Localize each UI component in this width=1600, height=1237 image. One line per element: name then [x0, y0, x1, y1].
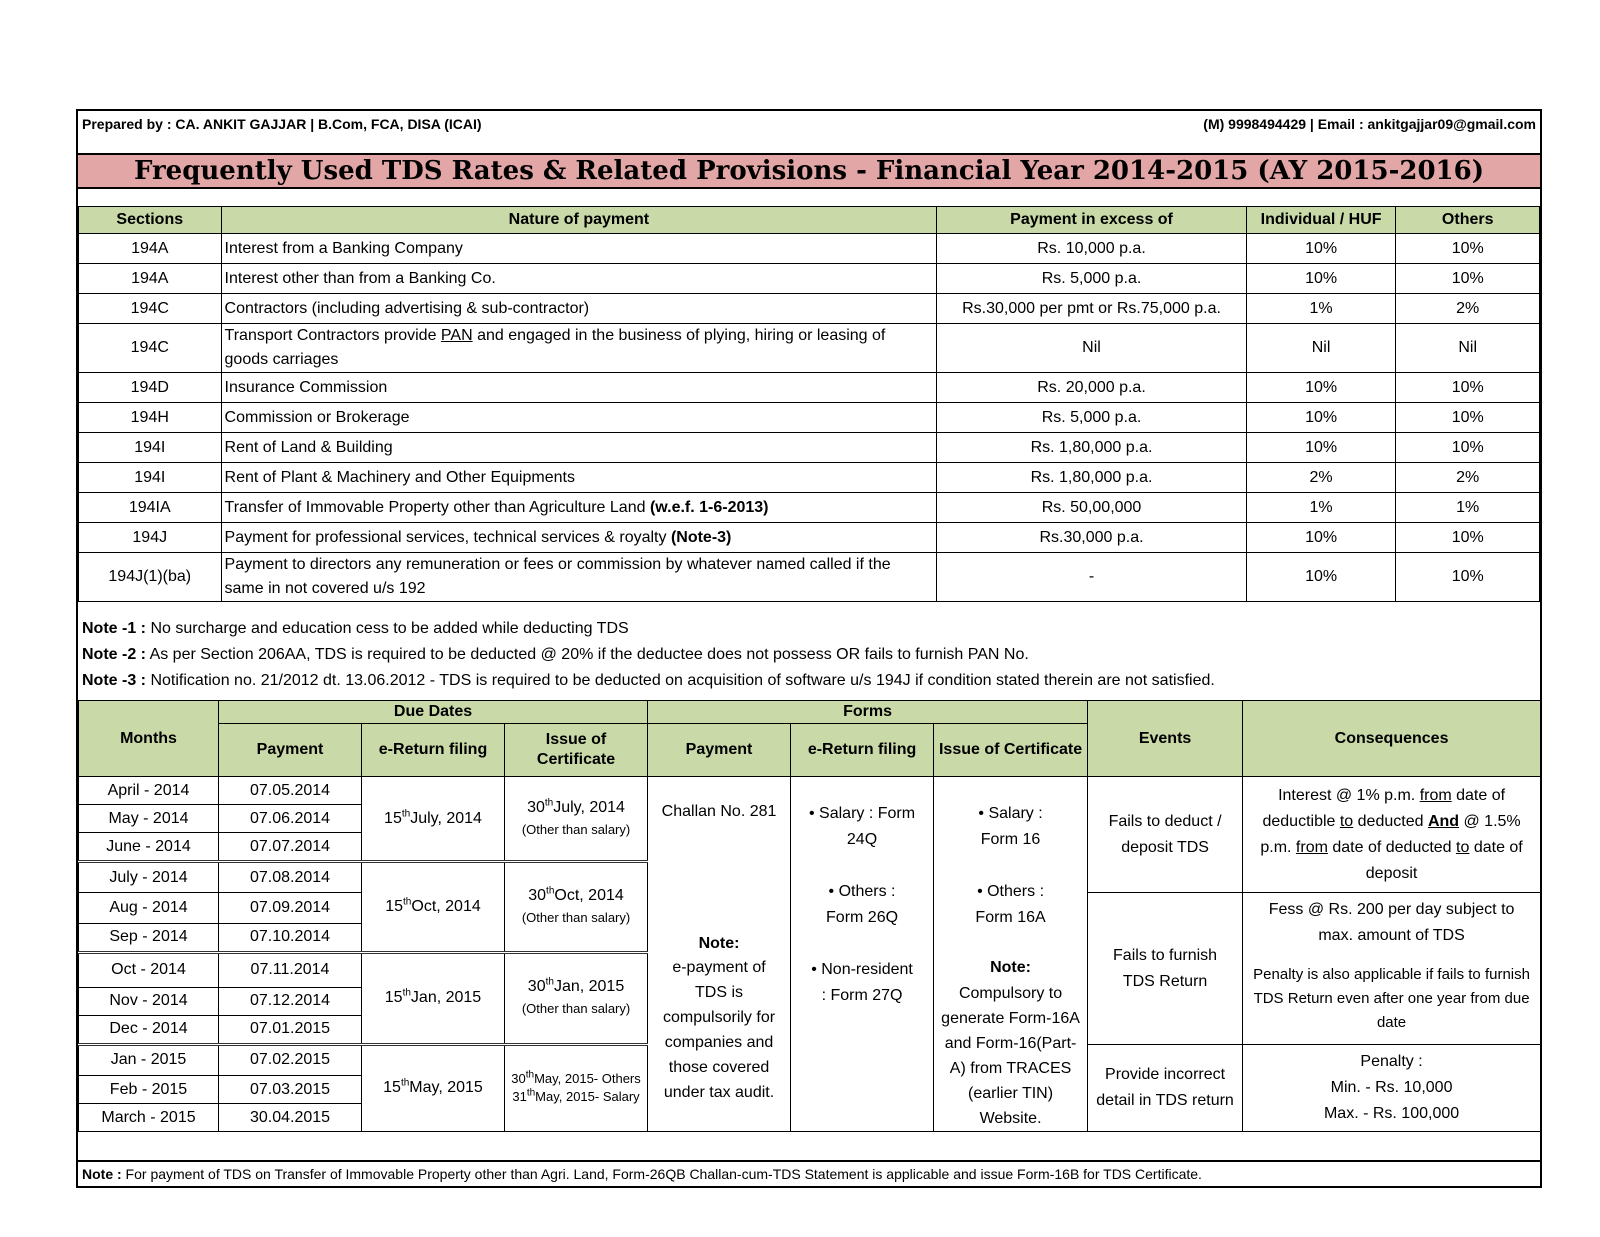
hdr-due-issue: Issue of Certificate — [505, 724, 648, 777]
nature-bold: (w.e.f. 1-6-2013) — [649, 498, 769, 516]
cell-event: Fails to furnish TDS Return — [1088, 893, 1243, 1045]
cell-payment-due: 07.11.2014 — [219, 952, 362, 987]
nature-text: Commission or Brokerage — [224, 408, 410, 426]
hdr-due-ereturn: e-Return filing — [362, 724, 505, 777]
date-suffix: th — [544, 797, 554, 809]
nature-text: Interest from a Banking Company — [224, 239, 463, 257]
note-3 — [82, 668, 1215, 694]
cell-individual-rate: Nil — [1246, 324, 1396, 373]
cert-date — [508, 797, 644, 819]
footnote-text: For payment of TDS on Transfer of Immovable Property other than Agri. Land, Form-26QB Challan-cum-TDS Statement is applicable and issue Form-16B for TDS Certificate. — [121, 1166, 1202, 1182]
cell-threshold: Rs. 10,000 p.a. — [937, 234, 1247, 264]
date-suffix: th — [402, 987, 411, 999]
cell-month: July - 2014 — [79, 862, 219, 893]
col-individual: Individual / HUF — [1246, 207, 1396, 234]
note-1 — [82, 616, 1215, 642]
cell-nature — [221, 523, 937, 553]
cell-payment-due: 30.04.2015 — [219, 1104, 362, 1132]
cell-others-rate: 10% — [1396, 373, 1540, 403]
date-suffix: th — [525, 1070, 535, 1082]
cell-month: Sep - 2014 — [79, 923, 219, 952]
consequence-text: date of deposit — [1365, 838, 1523, 882]
cell-section: 194A — [79, 264, 222, 294]
consequence-text: @ 1.5% p.m. — [1260, 812, 1521, 856]
cell-individual-rate: 10% — [1246, 403, 1396, 433]
cell-ereturn-due — [362, 952, 505, 1044]
penalty-text: Penalty is also applicable if fails to furnish TDS Return even after one year from due date — [1253, 966, 1530, 1032]
cell-threshold: Rs.30,000 p.a. — [937, 523, 1247, 553]
cell-others-rate: 10% — [1396, 523, 1540, 553]
nature-text: Payment to directors any remuneration or fees or commission by whatever named called if the same in not covered u/s 192 — [224, 556, 891, 597]
date-rest: May, 2015 — [409, 1079, 483, 1097]
cell-payment-due: 07.01.2015 — [219, 1015, 362, 1044]
cell-threshold: Rs. 5,000 p.a. — [937, 264, 1247, 294]
issue-note-text: Compulsory to generate Form-16A and Form-16(Part-A) from TRACES (earlier TIN) Website. — [941, 985, 1080, 1127]
rate-row — [79, 234, 1540, 264]
cell-forms-issue — [934, 777, 1088, 1132]
cell-section: 194D — [79, 373, 222, 403]
date-rest: May, 2015- Salary — [535, 1089, 640, 1105]
cell-month: Aug - 2014 — [79, 893, 219, 923]
cell-individual-rate: 1% — [1246, 294, 1396, 324]
cell-threshold: - — [937, 553, 1247, 602]
date-suffix: th — [526, 1088, 536, 1100]
note-2 — [82, 642, 1215, 668]
prepared-by: Prepared by : CA. ANKIT GAJJAR | B.Com, FCA, DISA (ICAI) — [82, 116, 482, 132]
date-suffix: th — [546, 885, 555, 897]
cell-payment-due: 07.09.2014 — [219, 893, 362, 923]
due-dates-table — [78, 700, 1541, 1132]
cell-payment-due: 07.08.2014 — [219, 862, 362, 893]
rate-row — [79, 324, 1540, 373]
cell-nature — [221, 294, 937, 324]
hdr-due-payment: Payment — [219, 724, 362, 777]
date-day: 30 — [511, 1071, 526, 1087]
note-text: As per Section 206AA, TDS is required to be deducted @ 20% if the deductee does not possess OR fails to furnish PAN No. — [146, 646, 1029, 663]
rate-row — [79, 553, 1540, 602]
cell-section: 194I — [79, 463, 222, 493]
cell-payment-due: 07.03.2015 — [219, 1076, 362, 1104]
nature-text: and engaged in the business of plying, hiring or leasing of goods carriages — [224, 327, 886, 368]
hdr-forms: Forms — [648, 701, 1088, 724]
form-16: • Salary : Form 16 — [978, 805, 1043, 848]
col-nature: Nature of payment — [221, 207, 937, 234]
cell-nature — [221, 403, 937, 433]
cell-forms-payment — [648, 777, 791, 1132]
cell-individual-rate: 10% — [1246, 264, 1396, 294]
nature-text: Interest other than from a Banking Co. — [224, 269, 496, 287]
contact-info: (M) 9998494429 | Email : ankitgajjar09@gmail.com — [1203, 116, 1536, 132]
hdr-forms-ereturn: e-Return filing — [791, 724, 934, 777]
form-others: • Others : Form 26Q — [826, 883, 899, 926]
date-rest: Jan, 2015 — [553, 978, 625, 996]
date-rest: Oct, 2014 — [554, 886, 624, 904]
date-rest: July, 2014 — [410, 809, 482, 827]
cell-month: Feb - 2015 — [79, 1076, 219, 1104]
cell-section: 194C — [79, 324, 222, 373]
rate-row — [79, 264, 1540, 294]
consequence-underlined: from — [1419, 786, 1452, 804]
footnote-label: Note : — [82, 1166, 122, 1182]
cell-nature — [221, 234, 937, 264]
cell-certificate-due — [505, 862, 648, 953]
cert-date-others — [508, 1070, 644, 1088]
date-day: 15 — [384, 989, 403, 1007]
note-text: Notification no. 21/2012 dt. 13.06.2012 - TDS is required to be deducted on acquisition of software u/s 194J if condition stated therein are not satisfied. — [146, 672, 1215, 689]
cell-event: Provide incorrect detail in TDS return — [1088, 1044, 1243, 1131]
cell-nature — [221, 433, 937, 463]
nature-text: Contractors (including advertising & sub-contractor) — [224, 299, 590, 317]
consequence-underlined: to — [1339, 812, 1354, 830]
cell-threshold: Nil — [937, 324, 1247, 373]
cell-threshold: Rs. 20,000 p.a. — [937, 373, 1247, 403]
rate-row — [79, 403, 1540, 433]
cell-section: 194J(1)(ba) — [79, 553, 222, 602]
cell-nature — [221, 373, 937, 403]
rates-header-row — [79, 207, 1540, 234]
cell-forms-ereturn — [791, 777, 934, 1132]
cell-event: Fails to deduct / deposit TDS — [1088, 777, 1243, 893]
nature-text: Transfer of Immovable Property other than Agriculture Land — [224, 498, 650, 516]
date-suffix: th — [401, 808, 411, 820]
cell-payment-due: 07.07.2014 — [219, 833, 362, 862]
cell-payment-due: 07.06.2014 — [219, 805, 362, 833]
cell-others-rate: 10% — [1396, 403, 1540, 433]
cell-month: Oct - 2014 — [79, 952, 219, 987]
hdr-due-dates: Due Dates — [219, 701, 648, 724]
prepared-by-bar — [78, 111, 1540, 138]
cell-threshold: Rs. 5,000 p.a. — [937, 403, 1247, 433]
tds-rates-table — [78, 206, 1540, 602]
cell-section: 194C — [79, 294, 222, 324]
date-rest: July, 2014 — [553, 798, 625, 816]
cell-individual-rate: 1% — [1246, 493, 1396, 523]
cell-individual-rate: 2% — [1246, 463, 1396, 493]
cell-nature — [221, 553, 937, 602]
consequence-text: date of deducted — [1327, 838, 1457, 856]
cell-month: June - 2014 — [79, 833, 219, 862]
penalty-min: Min. - Rs. 10,000 — [1330, 1078, 1453, 1096]
cell-consequence — [1243, 893, 1541, 1045]
nature-text: Rent of Land & Building — [224, 438, 393, 456]
date-day: 15 — [384, 809, 402, 827]
rate-row — [79, 294, 1540, 324]
month-row — [79, 777, 1541, 805]
hdr-months: Months — [79, 701, 219, 777]
cell-month: March - 2015 — [79, 1104, 219, 1132]
cert-note: (Other than salary) — [521, 909, 631, 925]
nature-bold: (Note-3) — [670, 528, 732, 546]
date-suffix: th — [403, 896, 412, 908]
cert-note: (Other than salary) — [521, 821, 631, 837]
consequence-text: deducted — [1353, 812, 1428, 830]
cell-payment-due: 07.05.2014 — [219, 777, 362, 805]
cell-certificate-due — [505, 777, 648, 862]
cell-certificate-due — [505, 952, 648, 1044]
nature-text: Transport Contractors provide — [224, 327, 441, 344]
note-label: Note -3 : — [82, 672, 146, 689]
cell-section: 194IA — [79, 493, 222, 523]
consequence-underlined: to — [1456, 838, 1470, 856]
cert-date — [508, 885, 644, 907]
date-day: 30 — [528, 886, 547, 904]
rate-row — [79, 433, 1540, 463]
cell-individual-rate: 10% — [1246, 523, 1396, 553]
hdr-forms-payment: Payment — [648, 724, 791, 777]
nature-text: Payment for professional services, technical services & royalty — [224, 528, 671, 546]
note-text: No surcharge and education cess to be added while deducting TDS — [146, 620, 629, 637]
rate-row — [79, 373, 1540, 403]
cell-month: Dec - 2014 — [79, 1015, 219, 1044]
form-salary: • Salary : Form 24Q — [809, 805, 916, 848]
date-rest: May, 2015- Others — [534, 1071, 641, 1087]
rate-row — [79, 523, 1540, 553]
date-suffix: th — [545, 976, 554, 988]
cell-others-rate: 2% — [1396, 294, 1540, 324]
cell-section: 194A — [79, 234, 222, 264]
penalty-max: Max. - Rs. 100,000 — [1323, 1104, 1460, 1122]
forms-note-text: e-payment of TDS is compulsorily for companies and those covered under tax audit. — [663, 959, 776, 1101]
cert-note: (Other than salary) — [521, 1001, 631, 1017]
cell-section: 194J — [79, 523, 222, 553]
cell-threshold: Rs.30,000 per pmt or Rs.75,000 p.a. — [937, 294, 1247, 324]
cert-date-salary — [508, 1088, 644, 1106]
cell-individual-rate: 10% — [1246, 433, 1396, 463]
cell-threshold: Rs. 1,80,000 p.a. — [937, 433, 1247, 463]
cell-payment-due: 07.12.2014 — [219, 987, 362, 1015]
cell-others-rate: 1% — [1396, 493, 1540, 523]
cell-nature — [221, 463, 937, 493]
hdr-consequences: Consequences — [1243, 701, 1541, 777]
cell-consequence — [1243, 1044, 1541, 1131]
hdr-events: Events — [1088, 701, 1243, 777]
issue-note-label: Note: — [990, 959, 1031, 976]
nature-text: Insurance Commission — [224, 378, 388, 396]
cell-nature — [221, 493, 937, 523]
cell-ereturn-due — [362, 1044, 505, 1131]
page-title: Frequently Used TDS Rates & Related Provisions - Financial Year 2014-2015 (AY 2015-2016) — [78, 153, 1540, 189]
cell-threshold: Rs. 1,80,000 p.a. — [937, 463, 1247, 493]
nature-text: Rent of Plant & Machinery and Other Equipments — [224, 468, 575, 486]
cell-certificate-due — [505, 1044, 648, 1131]
cell-section: 194I — [79, 433, 222, 463]
cell-nature — [221, 264, 937, 294]
notes-block — [82, 616, 1215, 694]
cell-threshold: Rs. 50,00,000 — [937, 493, 1247, 523]
rate-row — [79, 463, 1540, 493]
cell-month: Nov - 2014 — [79, 987, 219, 1015]
form-nonres: • Non-resident : Form 27Q — [811, 961, 913, 1004]
note-label: Note -2 : — [82, 646, 146, 663]
cell-others-rate: 2% — [1396, 463, 1540, 493]
challan-no: Challan No. 281 — [661, 803, 777, 820]
cell-others-rate: 10% — [1396, 264, 1540, 294]
cell-section: 194H — [79, 403, 222, 433]
fee-text: Fess @ Rs. 200 per day subject to max. amount of TDS — [1268, 901, 1515, 945]
consequence-underlined: And — [1427, 812, 1460, 830]
date-day: 31 — [512, 1089, 527, 1105]
rate-row — [79, 493, 1540, 523]
forms-note-label: Note: — [698, 935, 740, 952]
date-day: 15 — [385, 897, 404, 915]
cell-month: April - 2014 — [79, 777, 219, 805]
date-day: 30 — [527, 978, 546, 996]
cell-nature — [221, 324, 937, 373]
cell-payment-due: 07.02.2015 — [219, 1044, 362, 1075]
consequence-underlined: from — [1295, 838, 1328, 856]
cell-payment-due: 07.10.2014 — [219, 923, 362, 952]
date-day: 30 — [527, 798, 545, 816]
col-sections: Sections — [79, 207, 222, 234]
cell-ereturn-due — [362, 777, 505, 862]
form-16a: • Others : Form 16A — [975, 883, 1046, 926]
cell-individual-rate: 10% — [1246, 373, 1396, 403]
cell-month: Jan - 2015 — [79, 1044, 219, 1075]
cell-consequence — [1243, 777, 1541, 893]
consequence-text: date of deductible — [1262, 786, 1506, 830]
cell-others-rate: 10% — [1396, 553, 1540, 602]
cell-others-rate: 10% — [1396, 433, 1540, 463]
hdr-forms-issue: Issue of Certificate — [934, 724, 1088, 777]
cell-individual-rate: 10% — [1246, 234, 1396, 264]
date-suffix: th — [400, 1078, 410, 1090]
date-rest: Oct, 2014 — [411, 897, 481, 915]
col-others: Others — [1396, 207, 1540, 234]
cell-month: May - 2014 — [79, 805, 219, 833]
col-threshold: Payment in excess of — [937, 207, 1247, 234]
cert-date — [508, 976, 644, 998]
footnote — [78, 1160, 1540, 1186]
note-label: Note -1 : — [82, 620, 146, 637]
cell-individual-rate: 10% — [1246, 553, 1396, 602]
cell-ereturn-due — [362, 862, 505, 953]
penalty-label: Penalty : — [1360, 1052, 1423, 1070]
cell-others-rate: 10% — [1396, 234, 1540, 264]
nature-underlined: PAN — [440, 327, 473, 344]
cell-others-rate: Nil — [1396, 324, 1540, 373]
consequence-text: Interest @ 1% p.m. — [1278, 786, 1420, 804]
date-day: 15 — [383, 1079, 401, 1097]
date-rest: Jan, 2015 — [410, 989, 482, 1007]
tds-rate-sheet — [76, 109, 1542, 1188]
